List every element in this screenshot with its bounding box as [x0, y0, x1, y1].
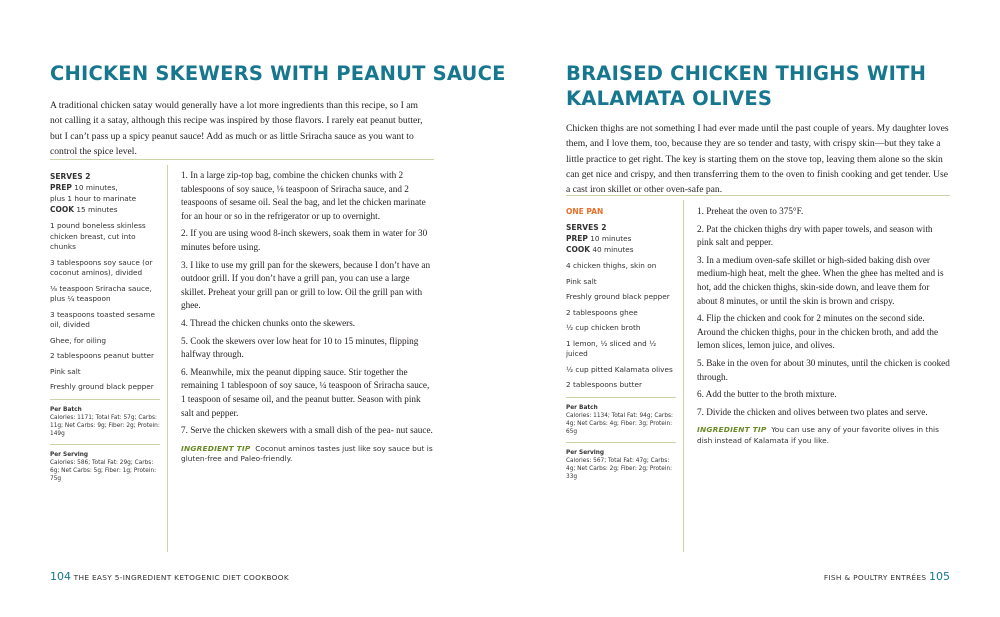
instruction-step: 4. Thread the chicken chunks onto the skewers. [181, 317, 356, 328]
cook-time: COOK 40 minutes [566, 245, 634, 254]
ingredient-item: Freshly ground black pepper [566, 292, 670, 301]
recipe-intro: A traditional chicken satay would generally have a lot more ingredients than this recipe, so I am not calling it a satay, although this recipe was inspired by those flavors. I rarely eat peanut butter, but I can’t pass up a spicy peanut sauce! Add as much or as little Sriracha sauce as you want to control the spice level. [50, 100, 423, 157]
ingredient-item: 1 pound boneless skinless chicken breast, cut into chunks [50, 221, 146, 251]
ingredient-list [566, 261, 676, 391]
instruction-step: 1. In a large zip-top bag, combine the chicken chunks with 2 tablespoons of soy sauce, ⅛ teaspoon of Sriracha sauce, and 2 teaspoons of sesame oil. Seal the bag, and let the chicken marinate for an hour or so in the refrigerator or up to overnight. [181, 170, 426, 221]
right-page [500, 0, 1000, 617]
instruction-step: 7. Serve the chicken skewers with a small dish of the pea- nut sauce. [181, 425, 433, 436]
ingredient-tip [181, 444, 433, 465]
serves-label: SERVES 2 [566, 223, 607, 232]
prep-time: PREP 10 minutes [566, 234, 632, 243]
nutrition-divider [566, 397, 676, 398]
instruction-step: 2. Pat the chicken thighs dry with paper towels, and season with pink salt and pepper. [697, 223, 933, 248]
page-footer [824, 570, 950, 583]
ingredient-item: ½ cup pitted Kalamata olives [566, 364, 673, 374]
one-pan-badge: ONE PAN [566, 207, 604, 216]
recipe-title: BRAISED CHICKEN THIGHS WITH KALAMATA OLIVES [566, 62, 927, 110]
column-divider [167, 165, 168, 552]
per-batch-label: Per Batch [50, 406, 82, 413]
ingredient-item: Pink salt [566, 276, 597, 286]
instruction-step: 6. Add the butter to the broth mixture. [697, 389, 837, 400]
instructions [181, 169, 433, 465]
ingredient-item: 4 chicken thighs, skin on [566, 261, 657, 270]
nutrition-divider [566, 442, 676, 443]
ingredient-item: Pink salt [50, 366, 81, 376]
recipe-sidebar [566, 206, 676, 481]
book-title: THE EASY 5-INGREDIENT KETOGENIC DIET COOKBOOK [73, 573, 289, 582]
per-batch-label: Per Batch [566, 404, 598, 411]
recipe-title: CHICKEN SKEWERS WITH PEANUT SAUCE [50, 62, 506, 85]
instruction-step: 5. Cook the skewers over low heat for 10 to 15 minutes, flipping halfway through. [181, 335, 419, 360]
nutrition-divider [50, 399, 160, 400]
ingredient-item: 2 tablespoons peanut butter [50, 351, 155, 360]
serves-label: SERVES 2 [50, 172, 91, 181]
column-divider [683, 200, 684, 552]
header-divider [50, 159, 434, 160]
instruction-step: 2. If you are using wood 8-inch skewers, soak them in water for 30 minutes before using. [181, 228, 428, 252]
ingredient-item: 2 tablespoons ghee [566, 307, 638, 317]
ingredient-item: 1 lemon, ½ sliced and ½ juiced [566, 338, 657, 358]
per-batch-nutrition: Calories: 1171; Total Fat: 57g; Carbs: 11g; Net Carbs: 9g; Fiber: 2g; Protein: 149g [50, 414, 160, 437]
ingredient-item: ⅛ teaspoon Sriracha sauce, plus ¼ teaspoon [50, 283, 152, 303]
instruction-step: 7. Divide the chicken and olives between two plates and serve. [697, 406, 928, 417]
ingredient-item: 2 tablespoons butter [566, 380, 643, 389]
per-batch-nutrition: Calories: 1134; Total Fat: 94g; Carbs: 4g; Net Carbs: 4g; Fiber: 3g; Protein: 65g [566, 412, 673, 435]
ingredient-item: 3 tablespoons soy sauce (or coconut aminos), divided [50, 257, 153, 277]
instruction-step: 5. Bake in the oven for about 30 minutes, until the chicken is cooked through. [697, 357, 950, 382]
per-serving-label: Per Serving [566, 449, 605, 456]
recipe-sidebar [50, 171, 160, 483]
ingredient-item: 3 teaspoons toasted sesame oil, divided [50, 309, 155, 329]
tip-text: You can use any of your favorite olives in this dish instead of Kalamata if you like. [697, 425, 939, 445]
ingredient-list [50, 221, 160, 393]
instruction-step: 3. I like to use my grill pan for the skewers, because I don’t have an outdoor grill. If you don’t have a grill pan, you can use a large skillet. Preheat your grill pan or grill to low. Oil the grill pan with ghee. [181, 259, 431, 311]
instruction-step: 6. Meanwhile, mix the peanut dipping sauce. Stir together the remaining 1 tablespoon of soy sauce, ¼ teaspoon of Sriracha sauce, 1 teaspoon of sesame oil, and the peanut butter. Season with pink salt and pepper. [181, 366, 430, 418]
per-serving-nutrition: Calories: 586; Total Fat: 29g; Carbs: 6g; Net Carbs: 5g; Fiber: 1g; Protein: 75g [50, 459, 157, 482]
tip-text: Coconut aminos tastes just like soy sauce but is gluten-free and Paleo-friendly. [181, 443, 433, 464]
ingredient-tip [697, 425, 951, 446]
header-divider [566, 195, 950, 196]
instructions [697, 205, 951, 446]
section-title: FISH & POULTRY ENTRÉES [823, 573, 927, 582]
page-number: 105 [929, 570, 950, 583]
page-footer [50, 570, 289, 583]
tip-label: INGREDIENT TIP [181, 443, 251, 453]
nutrition-divider [50, 444, 160, 445]
tip-label: INGREDIENT TIP [697, 425, 767, 435]
prep-time: PREP 10 minutes, [50, 183, 118, 192]
page-number: 104 [50, 570, 71, 583]
per-serving-nutrition: Calories: 567; Total Fat: 47g; Carbs: 4g; Net Carbs: 2g; Fiber: 2g; Protein: 33g [566, 457, 673, 480]
per-serving-label: Per Serving [50, 451, 89, 458]
ingredient-item: Ghee, for oiling [50, 335, 107, 345]
ingredient-item: Freshly ground black pepper [50, 382, 154, 391]
instruction-step: 4. Flip the chicken and cook for 2 minutes on the second side. Around the chicken thighs, pour in the chicken broth, and add the lemon slices, lemon juice, and olives. [697, 313, 939, 351]
prep-extra: plus 1 hour to marinate [50, 194, 137, 203]
instruction-step: 3. In a medium oven-safe skillet or high-sided baking dish over medium-high heat, melt the ghee. When the ghee has melted and is hot, add the chicken thighs, skin-side down, and leave them for about 8 minutes, or until the skin is brown and crispy. [697, 254, 944, 306]
cook-time: COOK 15 minutes [50, 205, 118, 214]
recipe-intro: Chicken thighs are not something I had ever made until the past couple of years. My daughter loves them, and I love them, too, because they are so tender and tasty, with crispy skin—but they take a little practice to get right. The key is starting them on the stove top, leaving them alone so the skin can get nice and crispy, and then transferring them to the oven to finish cooking and get tender. Use a cast iron skillet or other oven-safe pan. [566, 123, 949, 196]
ingredient-item: ½ cup chicken broth [566, 323, 641, 332]
instruction-step: 1. Preheat the oven to 375°F. [697, 206, 804, 216]
